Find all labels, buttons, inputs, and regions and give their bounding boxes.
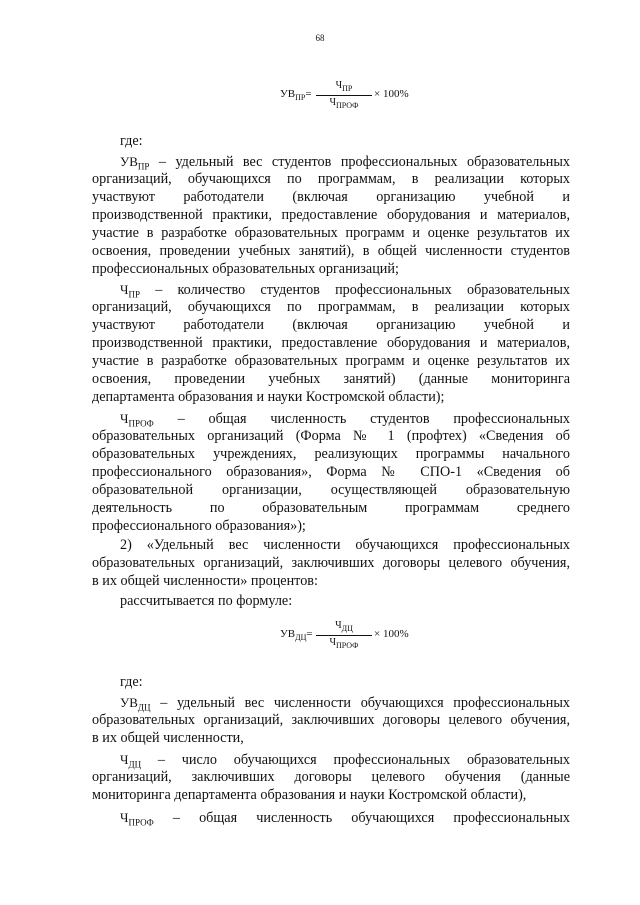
formula-multiplier: × 100% — [374, 628, 409, 640]
text-line: образовательных учреждениях, реализующих программы начального — [92, 446, 570, 462]
text-line: в их общей численности» процентов: — [92, 573, 318, 589]
formula-multiplier: × 100% — [374, 88, 409, 100]
text-line: участие в разработке образовательных программ и оценке результатов их — [92, 353, 570, 369]
term-ch-prof-2: $Ч_{ПРОФ}$ — [120, 810, 154, 828]
text-line: производственной практики, предоставление оборудования и материалов, — [92, 335, 570, 351]
text-line: участвуют работодатели (включая организацию учебной и — [92, 317, 570, 333]
text-line: организаций, обучающихся по программам, в реализации которых — [92, 299, 570, 315]
term-uv-pr: $УВ_{ПР}$ — [120, 154, 150, 172]
text-line: в их общей численности, — [92, 730, 244, 746]
where-label: где: — [120, 133, 143, 149]
where-label: где: — [120, 674, 143, 690]
document-page: 68 $УВ_{ПР}=$ $Ч_{ПР}$ $Ч_{ПРОФ}$ × 100% где: $УВ_{ПР}$ – удельный вес студентов профессиональных образовательных организаций, обучающихся по программам, в реализации которых участвуют работодатели (включая организацию учебной и производственной практики, предоставление оборудования и материалов, участие в разработке образовательных программ и оценке результатов их освоения, проведении учебных занятий), в общей численности студентов профессиональных образовательных организаций; $Ч_{ПР}$ – количество студентов профессиональных образовательных организаций, обучающихся по программам, в реализации которых участвуют работодатели (включая организацию учебной и производственной практики, предоставление оборудования и материалов, участие в разработке образовательных программ и оценке результатов их освоения, проведении учебных занятий) (данные мониторинга департамента образования и науки Костромской области); $Ч_{ПРОФ}$ – общая численность студентов профессиональных образовательных организаций (Форма № 1 (профтех) «Сведения об образовательных учреждениях, реализующих программы начального профессионального образования», Форма № СПО-1 «Сведения об образовательной организации, осуществляющей образовательную деятельность по образовательным программам среднего профессионального образования»); 2) «Удельный вес численности обучающихся профессиональных образовательных организаций, заключивших договоры целевого обучения, в их общей численности» процентов: рассчитывается по формуле: $УВ_{ДЦ}=$ $Ч_{ДЦ}$ $Ч_{ПРОФ}$ × 100% где: $УВ_{ДЦ}$ – удельный вес численности обучающихся профессиональных образовательных организаций, заключивших договоры целевого обучения, в их общей численности, $Ч_{ДЦ}$ – число обучающихся профессиональных образовательных организаций, заключивших договоры целевого обучения (данные мониторинга департамента образования и науки Костромской области), $Ч_{ПРОФ}$ – общая численность обучающихся профессиональных — [0, 0, 640, 905]
text-line: организаций, обучающихся по программам, в реализации которых — [92, 171, 570, 187]
text-line: мониторинга департамента образования и науки Костромской области), — [92, 787, 527, 803]
text-line: участвуют работодатели (включая организацию учебной и — [92, 189, 570, 205]
calc-by-formula: рассчитывается по формуле: — [120, 593, 293, 609]
text-line: образовательных организаций, заключивших договоры целевого обучения, — [92, 712, 570, 728]
formula-fraction: $Ч_{ДЦ}$ $Ч_{ПРОФ}$ — [316, 620, 372, 651]
term-ch-dc: $Ч_{ДЦ}$ — [120, 752, 142, 770]
text-line: профессионального образования», Форма № СПО-1 «Сведения об — [92, 464, 570, 480]
term-uv-dc: $УВ_{ДЦ}$ — [120, 695, 151, 713]
formula-lhs: $УВ_{ПР}=$ — [280, 88, 312, 103]
formula-lhs: $УВ_{ДЦ}=$ — [280, 628, 313, 643]
text-line: департамента образования и науки Костромской области); — [92, 389, 445, 405]
text-line: образовательной организации, осуществляющей образовательную — [92, 482, 570, 498]
text-line: организаций, заключивших договоры целевого обучения (данные — [92, 769, 570, 785]
text-line: участие в разработке образовательных программ и оценке результатов их — [92, 225, 570, 241]
text-line: образовательных организаций, заключивших договоры целевого обучения, — [92, 555, 570, 571]
formula-fraction: $Ч_{ПР}$ $Ч_{ПРОФ}$ — [316, 80, 372, 111]
text-line: образовательных организаций (Форма № 1 (профтех) «Сведения об — [92, 428, 570, 444]
text-line: профессиональных образовательных организаций; — [92, 261, 399, 277]
text-line: деятельность по образовательным программам среднего — [92, 500, 570, 516]
term-ch-pr: $Ч_{ПР}$ — [120, 282, 140, 300]
page-number: 68 — [315, 33, 325, 43]
text-line: профессионального образования»); — [92, 518, 306, 534]
text-line: 2) «Удельный вес численности обучающихся профессиональных — [120, 537, 570, 553]
text-line: освоения, проведении учебных занятий), в общей численности студентов — [92, 243, 570, 259]
text-line: производственной практики, предоставление оборудования и материалов, — [92, 207, 570, 223]
text-line: освоения, проведении учебных занятий) (данные мониторинга — [92, 371, 570, 387]
term-ch-prof: $Ч_{ПРОФ}$ — [120, 411, 154, 429]
